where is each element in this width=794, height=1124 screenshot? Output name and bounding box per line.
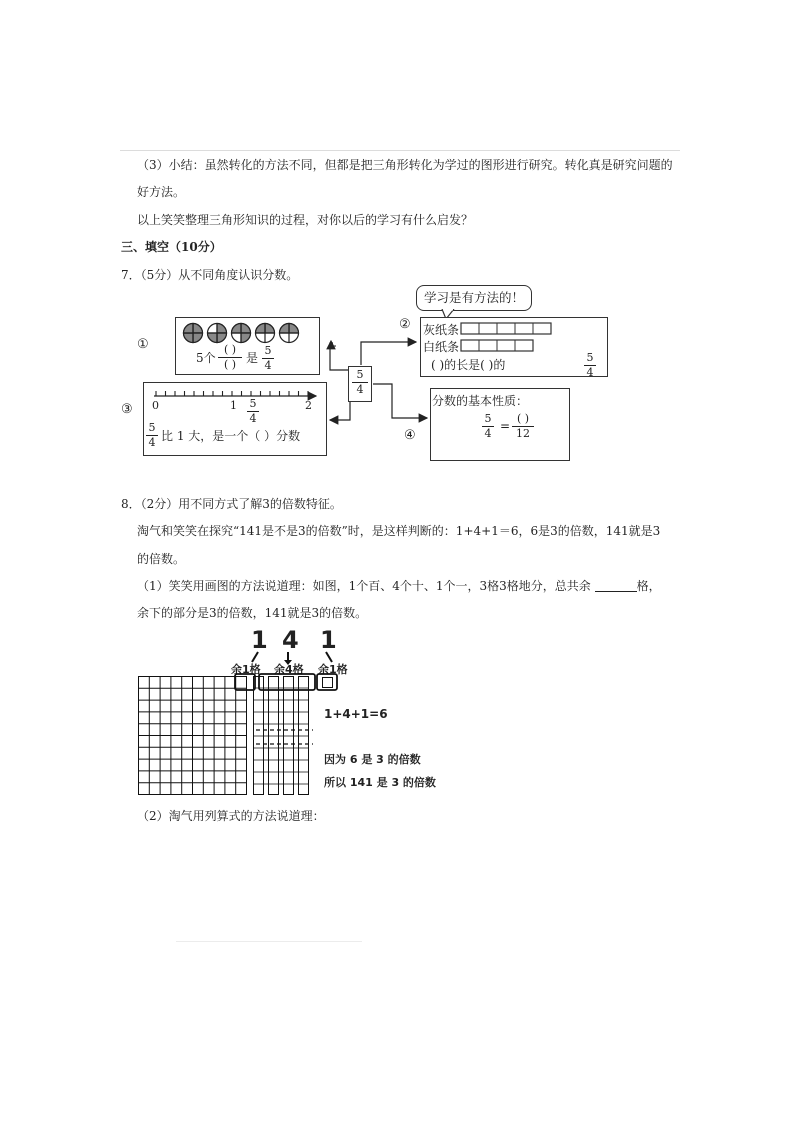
box4-title: 分数的基本性质： (432, 394, 529, 408)
digit-4: 4 (282, 626, 299, 654)
q8-part1-unit: 格， (636, 579, 661, 593)
marker-3: ③ (121, 402, 133, 417)
q8-intro-1: 淘气和笑笑在探究“141是不是3的倍数”时，是这样判断的：1+4+1＝6，6是3的倍数，141就是3 (137, 524, 661, 538)
box1-frac-num: 5 (264, 344, 272, 357)
tick-1: 1 (230, 399, 237, 412)
number-line-fraction (247, 398, 259, 425)
box2-frac-num: 5 (586, 351, 594, 364)
box4-rhs-num: ( ) (516, 412, 530, 425)
nl-frac-den: 4 (249, 412, 257, 425)
white-strip (460, 339, 540, 352)
gray-strip-label: 灰纸条 (423, 323, 460, 337)
note-line-2: 所以 141 是 3 的倍数 (324, 776, 436, 789)
quarter-circles (182, 322, 312, 346)
summary-line-1: （3）小结：虽然转化的方法不同，但都是把三角形转化为学过的图形进行研究。转化真是研究问题的 (137, 158, 673, 172)
center-numerator: 5 (356, 368, 364, 381)
box1-blank-den: ( ) (223, 358, 237, 371)
box4-equals: = (500, 419, 511, 433)
box3-frac-num: 5 (148, 421, 156, 434)
digit-1: 1 (251, 626, 268, 654)
box3-fraction (146, 422, 158, 449)
marker-2: ② (399, 317, 411, 332)
q8-part1-text: （1）笑笑用画图的方法说道理：如图，1个百、4个十、1个一，3格3格地分，总共余 (137, 579, 591, 593)
q8-part1-c: 余下的部分是3的倍数，141就是3的倍数。 (137, 606, 368, 620)
bubble-text: 学习是有方法的！ (424, 290, 525, 305)
grid-drawing (138, 672, 338, 798)
q8-title: 8．（2分）用不同方式了解3的倍数特征。 (121, 497, 342, 511)
gray-strip (460, 322, 555, 335)
q8-part2: （2）淘气用列算式的方法说道理： (137, 809, 325, 823)
sum-equation: 1+4+1=6 (324, 707, 388, 721)
box4-rhs-fraction (512, 413, 534, 440)
white-strip-label: 白纸条 (423, 340, 460, 354)
box1-frac-den: 4 (264, 359, 272, 372)
box3-frac-den: 4 (148, 436, 156, 449)
q8-intro-2: 的倍数。 (137, 552, 186, 566)
remainder-1b: 余1格 (318, 663, 348, 676)
marker-1: ① (137, 337, 149, 352)
box1-fraction (262, 345, 274, 372)
section-heading: 三、填空（10分） (121, 240, 222, 254)
nl-frac-num: 5 (249, 397, 257, 410)
box1-text-a: 5个 (196, 351, 216, 365)
summary-question: 以上笑笑整理三角形知识的过程，对你以后的学习有什么启发？ (137, 213, 474, 227)
note-line-1: 因为 6 是 3 的倍数 (324, 753, 421, 766)
box4-lhs-fraction (482, 413, 494, 440)
remainder-1: 余1格 (231, 663, 261, 676)
box4-lhs-num: 5 (484, 412, 492, 425)
box3-text: 比 1 大，是一个（ ）分数 (161, 429, 301, 443)
summary-line-2: 好方法。 (137, 185, 186, 199)
box2-frac-den: 4 (586, 366, 594, 379)
digit-1b: 1 (320, 626, 337, 654)
box2-sentence: ( )的长是( )的 (431, 358, 506, 372)
center-denominator: 4 (356, 383, 364, 396)
q7-diagram (0, 0, 794, 470)
box1-blank-fraction (218, 344, 242, 371)
q7-connectors (0, 0, 794, 470)
remainder-4: 余4格 (274, 663, 304, 676)
tick-2: 2 (305, 399, 312, 412)
marker-4: ④ (404, 428, 416, 443)
center-fraction (352, 369, 368, 396)
box1-blank-num: ( ) (223, 343, 237, 356)
box4-rhs-den: 12 (516, 427, 530, 440)
box2-fraction (584, 352, 596, 379)
bottom-divider (176, 941, 362, 942)
answer-blank[interactable] (595, 581, 637, 592)
box4-lhs-den: 4 (484, 427, 492, 440)
q7-title: 7．（5分）从不同角度认识分数。 (121, 268, 299, 282)
box1-text-b: 是 (246, 351, 259, 365)
tick-0: 0 (152, 399, 159, 412)
q8-part1-a (137, 578, 661, 594)
q8-diagram (138, 626, 448, 798)
